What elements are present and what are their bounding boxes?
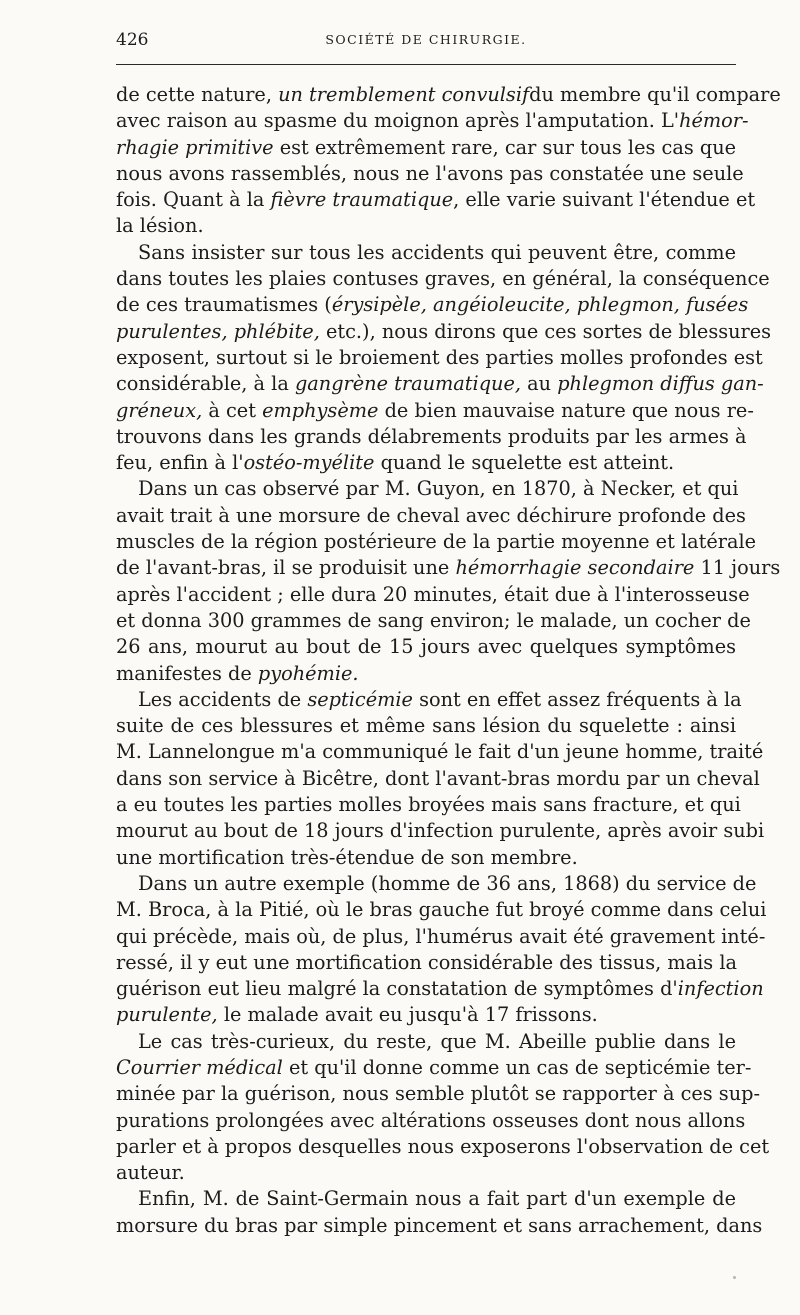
text-run: manifestes de [116, 661, 258, 685]
text-run: M. Lannelongue m'a communiqué le fait d'un jeune homme, traité [116, 740, 764, 764]
text-line [116, 582, 750, 608]
text-line [116, 476, 739, 502]
text-run: 11 jours [694, 556, 781, 580]
text-line [116, 1213, 763, 1239]
text-line [116, 1186, 736, 1212]
text-run: de ces traumatismes ( [116, 293, 332, 317]
text-run: qui précède, mais où, de plus, l'humérus avait été gravement inté- [116, 924, 766, 948]
text-line [116, 924, 766, 950]
text-run: Dans un cas observé par M. Guyon, en 1870, à Necker, et qui [138, 477, 739, 501]
italic-run: pyohémie. [257, 661, 359, 685]
text-run: suite de ces blessures et même sans lésion du squelette : ainsi [116, 714, 736, 738]
text-line [116, 608, 751, 634]
italic-run: hémorrhagie secondaire [455, 556, 695, 580]
text-line [116, 161, 744, 187]
text-line [116, 1160, 736, 1186]
text-run: dans toutes les plaies contuses graves, en général, la conséquence [116, 267, 770, 291]
text-run: , elle varie suivant l'étendue et [453, 188, 756, 212]
text-line [116, 1055, 752, 1081]
text-line [116, 687, 742, 713]
text-line [116, 766, 760, 792]
page-number: 426 [116, 30, 149, 50]
text-run: est extrêmement rare, car sur tous les cas que [273, 135, 737, 159]
paper-speck [733, 1276, 736, 1279]
italic-run: gangrène traumatique, [294, 372, 522, 396]
italic-run: un tremblement convulsif [278, 83, 530, 106]
italic-run: hémor- [679, 109, 749, 133]
text-line [116, 266, 770, 292]
text-line [116, 398, 754, 424]
text-run: M. Broca, à la Pitié, où le bras gauche fut broyé comme dans celui [116, 898, 767, 922]
text-run: avait trait à une morsure de cheval avec déchirure profonde des [116, 503, 746, 527]
text-run: guérison eut lieu malgré la constatation de symptômes d' [116, 977, 678, 1001]
text-line [116, 634, 736, 660]
text-run: exposent, surtout si le broiement des parties molles profondes est [116, 345, 763, 369]
text-line [116, 818, 765, 844]
text-line [116, 292, 749, 318]
text-run: Sans insister sur tous les accidents qui peuvent être, comme [138, 240, 736, 264]
text-line [116, 213, 736, 239]
text-run: ressé, il y eut une mortification considérable des tissus, mais la [116, 950, 737, 974]
text-line [116, 450, 736, 476]
text-run: quand le squelette est atteint. [374, 451, 675, 475]
text-line [116, 187, 756, 213]
italic-run: gréneux, [116, 398, 203, 422]
text-run: au [521, 372, 558, 396]
text-run: fois. Quant à la [116, 188, 271, 212]
text-run: et donna 300 grammes de sang environ; le malade, un cocher de [116, 608, 751, 632]
text-run: de l'avant-bras, il se produisit une [116, 556, 456, 580]
text-line [116, 82, 781, 108]
text-run: de bien mauvaise nature que nous re- [378, 398, 754, 422]
text-run: Le cas très-curieux, du reste, que M. Abeille publie dans le [138, 1029, 736, 1053]
running-title: SOCIÉTÉ DE CHIRURGIE. [325, 32, 527, 47]
text-run: Les accidents de [138, 687, 308, 711]
text-run: auteur. [116, 1161, 185, 1185]
text-run: mourut au bout de 18 jours d'infection purulente, après avoir subi [116, 819, 765, 843]
text-line [116, 319, 772, 345]
italic-run: Courrier médical [116, 1055, 283, 1079]
italic-run: infection [677, 977, 764, 1001]
text-line [116, 661, 736, 687]
text-line [116, 1002, 736, 1028]
text-run: et qu'il donne comme un cas de septicémie ter- [282, 1055, 752, 1079]
text-run: le malade avait eu jusqu'à 17 frissons. [217, 1003, 598, 1027]
text-line [116, 529, 757, 555]
text-run: purations prolongées avec altérations osseuses dont nous allons [116, 1108, 746, 1132]
italic-run: phlegmon diffus gan- [557, 372, 764, 396]
text-line [116, 1029, 736, 1055]
page-header [116, 30, 736, 60]
text-line [116, 371, 764, 397]
text-run: morsure du bras par simple pincement et sans arrachement, dans [116, 1213, 763, 1237]
italic-run: emphysème [262, 398, 379, 422]
text-run: la lésion. [116, 214, 204, 238]
text-run: Dans un autre exemple (homme de 36 ans, 1868) du service de [138, 871, 757, 895]
text-line [116, 976, 764, 1002]
text-line [116, 240, 736, 266]
text-run: etc.), nous dirons que ces sortes de blessures [319, 319, 772, 343]
italic-run: ostéo-myélite [243, 451, 375, 475]
text-line [116, 950, 736, 976]
text-line [116, 555, 781, 581]
text-run: à cet [202, 398, 263, 422]
text-line [116, 871, 757, 897]
header-rule [116, 64, 736, 65]
italic-run: purulente, [116, 1003, 218, 1027]
text-run: a eu toutes les parties molles broyées mais sans fracture, et qui [116, 793, 741, 817]
text-line [116, 897, 767, 923]
text-run: du membre qu'il compare [529, 83, 781, 106]
text-line [116, 1108, 746, 1134]
text-line [116, 713, 736, 739]
italic-run: purulentes, phlébite, [116, 319, 320, 343]
text-run: feu, enfin à l' [116, 451, 244, 475]
text-line [116, 108, 749, 134]
text-line [116, 739, 764, 765]
italic-run: rhagie primitive [116, 135, 274, 159]
italic-run: fièvre traumatique [270, 188, 454, 212]
italic-run: septicémie [307, 687, 413, 711]
italic-run: érysipèle, angéioleucite, phlegmon, fusées [331, 293, 749, 317]
text-run: une mortification très-étendue de son membre. [116, 845, 578, 869]
text-line [116, 503, 746, 529]
body-text [116, 82, 781, 1239]
text-run: après l'accident ; elle dura 20 minutes, était due à l'interosseuse [116, 582, 750, 606]
text-line [116, 135, 736, 161]
text-run: muscles de la région postérieure de la partie moyenne et latérale [116, 530, 757, 554]
text-run: trouvons dans les grands délabrements produits par les armes à [116, 424, 747, 448]
text-run: de cette nature, [116, 83, 279, 106]
text-run: minée par la guérison, nous semble plutôt se rapporter à ces sup- [116, 1082, 760, 1106]
text-run: considérable, à la [116, 372, 295, 396]
text-run: Enfin, M. de Saint-Germain nous a fait part d'un exemple de [138, 1187, 736, 1211]
text-line [116, 424, 747, 450]
text-run: 26 ans, mourut au bout de 15 jours avec quelques symptômes [116, 635, 736, 659]
text-run: nous avons rassemblés, nous ne l'avons pas constatée une seule [116, 161, 744, 185]
text-line [116, 1081, 760, 1107]
text-run: parler et à propos desquelles nous exposerons l'observation de cet [116, 1134, 770, 1158]
text-run: avec raison au spasme du moignon après l'amputation. L' [116, 109, 680, 133]
text-line [116, 345, 763, 371]
text-run: dans son service à Bicêtre, dont l'avant-bras mordu par un cheval [116, 766, 760, 790]
text-run: sont en effet assez fréquents à la [412, 687, 742, 711]
text-line [116, 845, 736, 871]
text-line [116, 1134, 770, 1160]
text-line [116, 792, 741, 818]
